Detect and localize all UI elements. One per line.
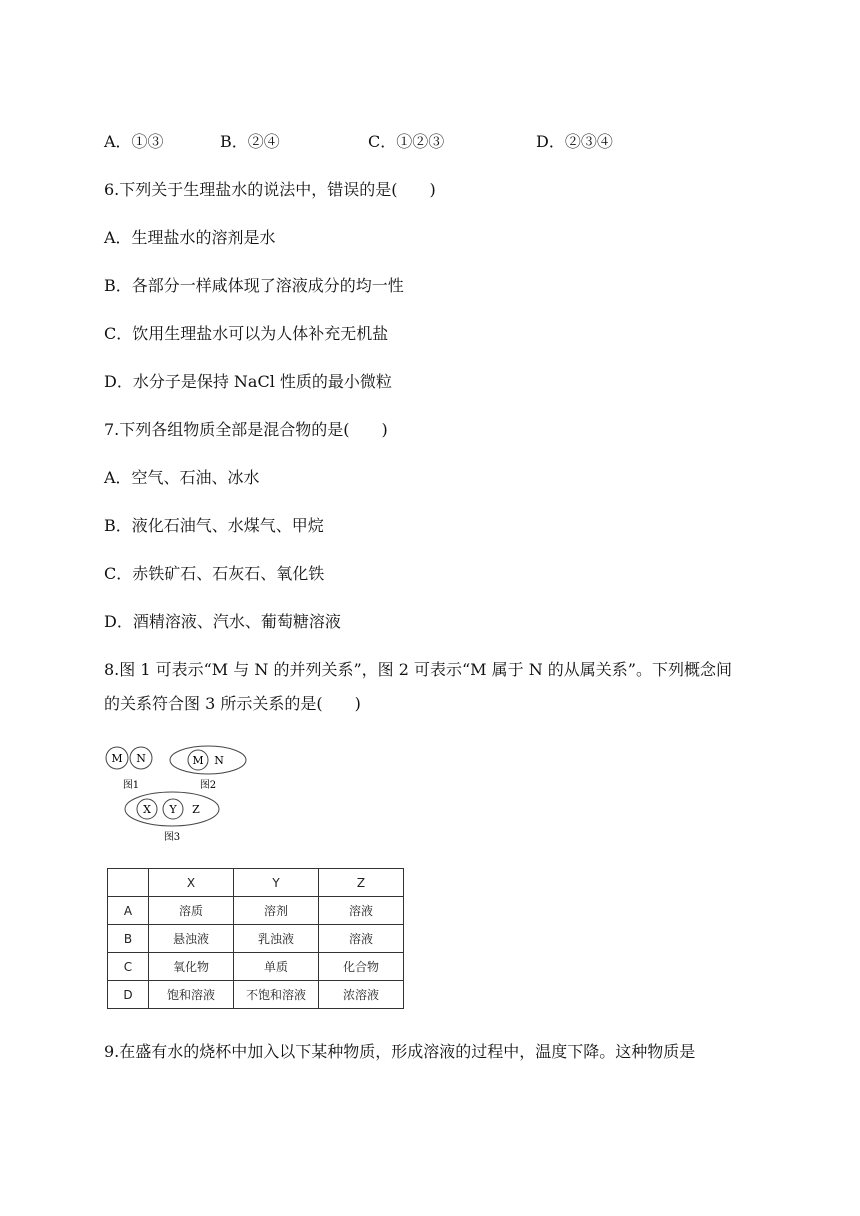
table-cell: 乳浊液 (234, 925, 319, 953)
fig2-m-label: M (192, 754, 204, 767)
table-header-cell: X (149, 869, 234, 897)
table-cell: 溶液 (319, 925, 404, 953)
fig2-n-label: N (214, 754, 224, 767)
table-cell: 单质 (234, 953, 319, 981)
q6-option-d: D．水分子是保持 NaCl 性质的最小微粒 (104, 372, 392, 391)
table-cell: 溶剂 (234, 897, 319, 925)
table-cell: 悬浊液 (149, 925, 234, 953)
q6-option-b: B．各部分一样咸体现了溶液成分的均一性 (104, 276, 404, 295)
q8-relationship-figure (104, 740, 264, 850)
fig3-y-label: Y (169, 803, 177, 816)
q6-option-c: C．饮用生理盐水可以为人体补充无机盐 (104, 324, 389, 343)
table-cell: 氧化物 (149, 953, 234, 981)
q7-option-c: C．赤铁矿石、石灰石、氧化铁 (104, 564, 325, 583)
table-cell: 饱和溶液 (149, 981, 234, 1009)
q5-option-a: A．①③ (104, 132, 164, 151)
table-cell: 溶液 (319, 897, 404, 925)
fig3-z-label: Z (192, 803, 200, 816)
table-row (108, 981, 404, 1009)
table-cell: B (108, 925, 149, 953)
table-cell: 浓溶液 (319, 981, 404, 1009)
q8-options-table (107, 868, 404, 1009)
table-cell: C (108, 953, 149, 981)
q8-stem-line1: 8.图 1 可表示“M 与 N 的并列关系”，图 2 可表示“M 属于 N 的从属关系”。下列概念间 (104, 660, 732, 679)
q6-option-a: A．生理盐水的溶剂是水 (104, 228, 276, 247)
q7-option-d: D．酒精溶液、汽水、葡萄糖溶液 (104, 612, 341, 631)
q8-stem-line2: 的关系符合图 3 所示关系的是( ) (104, 694, 361, 713)
table-header-row (108, 869, 404, 897)
q7-stem: 7.下列各组物质全部是混合物的是( ) (104, 420, 388, 439)
q9-stem: 9.在盛有水的烧杯中加入以下某种物质，形成溶液的过程中，温度下降。这种物质是 (104, 1042, 696, 1061)
table-row (108, 953, 404, 981)
table-cell: 化合物 (319, 953, 404, 981)
table-cell: 不饱和溶液 (234, 981, 319, 1009)
table-header-cell (108, 869, 149, 897)
q5-option-b: B．②④ (220, 132, 280, 151)
fig1-m-label: M (111, 752, 123, 765)
table-cell: A (108, 897, 149, 925)
table-cell: D (108, 981, 149, 1009)
fig3-x-label: X (143, 803, 151, 816)
table-cell: 溶质 (149, 897, 234, 925)
q7-option-b: B．液化石油气、水煤气、甲烷 (104, 516, 324, 535)
fig2-caption: 图2 (199, 780, 217, 791)
q6-stem: 6.下列关于生理盐水的说法中，错误的是( ) (104, 180, 436, 199)
table-row (108, 925, 404, 953)
q7-option-a: A．空气、石油、冰水 (104, 468, 260, 487)
table-header-cell: Y (234, 869, 319, 897)
table-header-cell: Z (319, 869, 404, 897)
q5-option-c: C．①②③ (368, 132, 445, 151)
fig3-caption: 图3 (163, 832, 181, 843)
q5-option-d: D．②③④ (536, 132, 613, 151)
table-row (108, 897, 404, 925)
fig1-n-label: N (136, 752, 146, 765)
fig1-caption: 图1 (122, 780, 140, 791)
